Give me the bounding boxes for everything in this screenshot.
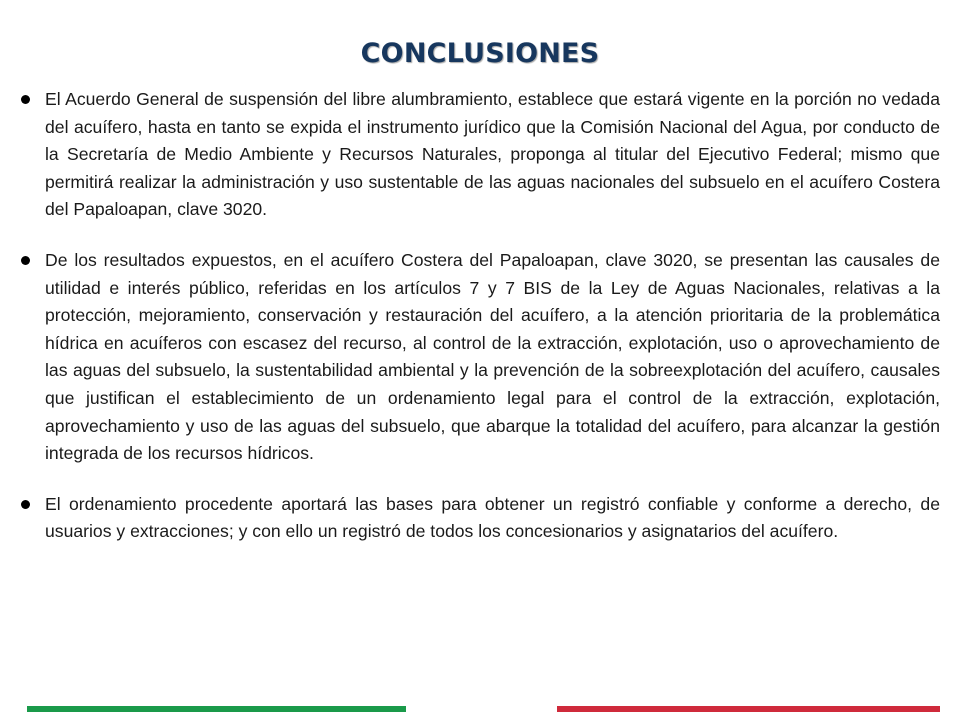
bullet-text: El Acuerdo General de suspensión del libre alumbramiento, establece que estará vigente en la porción no vedada del acuífero, hasta en tanto se expida el instrumento jurídico que la Comisión Nacional del Agua, por conducto de la Secretaría de Medio Ambiente y Recursos Naturales, proponga al titular del Ejecutivo Federal; mismo que permitirá realizar la administración y uso sustentable de las aguas nacionales del subsuelo en el acuífero Costera del Papaloapan, clave 3020. xyxy=(45,89,940,220)
list-item xyxy=(18,247,940,468)
bullet-text: El ordenamiento procedente aportará las bases para obtener un registró confiable y conforme a derecho, de usuarios y extracciones; y con ello un registró de todos los concesionarios y asignatarios del acuífero. xyxy=(45,493,940,542)
list-item xyxy=(18,86,940,224)
list-item xyxy=(18,491,940,546)
bullet-text: De los resultados expuestos, en el acuífero Costera del Papaloapan, clave 3020, se presentan las causales de utilidad e interés público, referidas en los artículos 7 y 7 BIS de la Ley de Aguas Nacionales, relativas a la protección, mejoramiento, conservación y restauración del acuífero, a la atención prioritaria de la problemática hídrica en acuíferos con escasez del recurso, al control de la extracción, explotación, uso o aprovechamiento de las aguas del subsuelo, la sustentabilidad ambiental y la prevención de la sobreexplotación del acuífero, causales que justifican el establecimiento de un ordenamiento legal para el control de la extracción, explotación, aprovechamiento y uso de las aguas del subsuelo, que abarque la totalidad del acuífero, para alcanzar la gestión integrada de los recursos hídricos. xyxy=(45,249,940,464)
bullet-dot-icon xyxy=(21,500,30,509)
footer-green-bar xyxy=(27,706,406,712)
footer-red-bar xyxy=(557,706,940,712)
bullet-dot-icon xyxy=(21,256,30,265)
bullet-dot-icon xyxy=(21,95,30,104)
slide-title: CONCLUSIONES xyxy=(360,38,600,69)
conclusions-list xyxy=(18,86,940,569)
